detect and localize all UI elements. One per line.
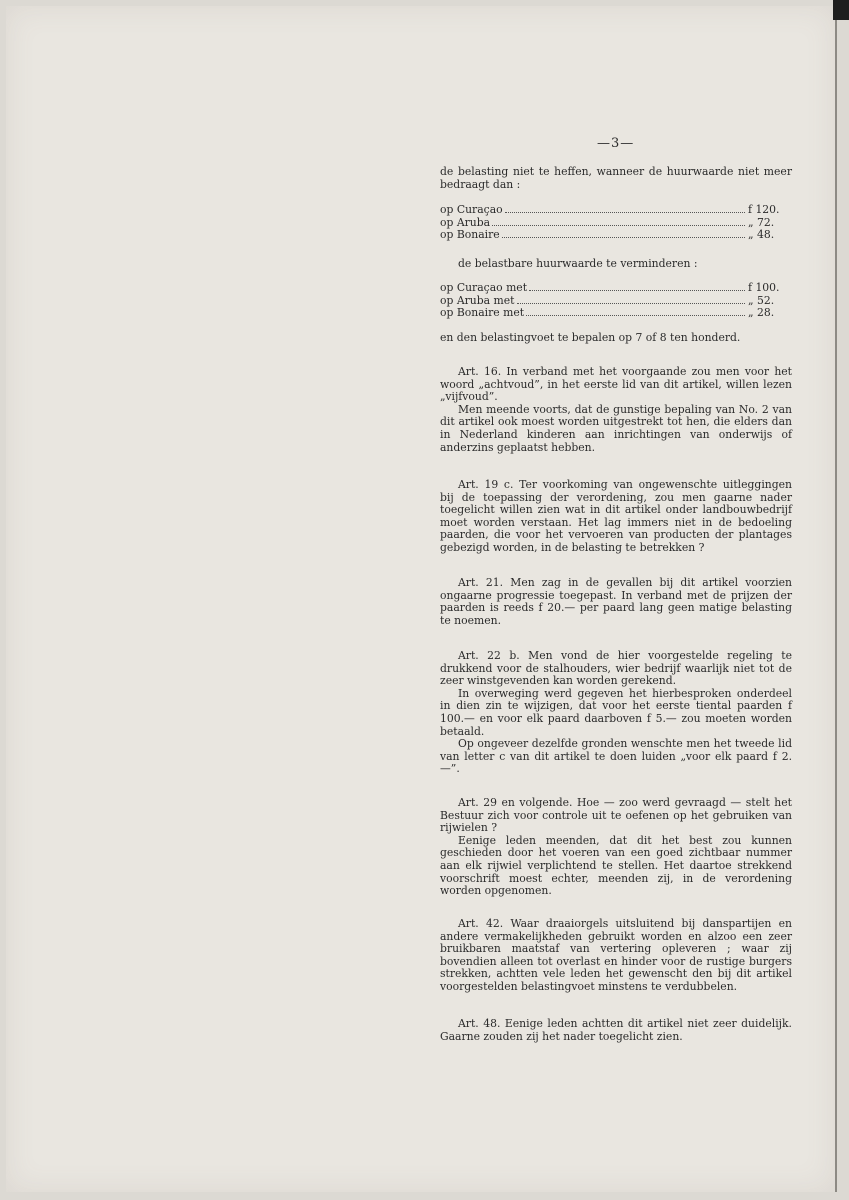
reduce-paragraph [440, 258, 792, 271]
dot-leader [529, 290, 745, 291]
article-21 [440, 577, 792, 627]
dot-leader [526, 315, 745, 316]
table-row [440, 204, 782, 217]
row-label: op Curaçao met [440, 281, 528, 294]
intro-text: de belasting niet te heffen, wanneer de huurwaarde niet meer bedraagt dan : [440, 165, 792, 191]
row-value: „ 48. [748, 228, 775, 242]
article-19 [440, 479, 792, 555]
article-22-p3: Op ongeveer dezelfde gronden wenschte men het tweede lid van letter c van dit artikel te doen luiden „voor elk paard f 2.—”. [440, 737, 792, 776]
dot-leader [492, 225, 745, 226]
reduce-text: de belastbare huurwaarde te verminderen : [458, 257, 698, 270]
article-48 [440, 1018, 792, 1043]
rate-text: en den belastingvoet te bepalen op 7 of 8 ten honderd. [440, 331, 741, 344]
rent-reduction-table [440, 282, 792, 320]
intro-paragraph [440, 166, 792, 191]
article-16-p1: Art. 16. In verband met het voorgaande zou men voor het woord „achtvoud”, in het eerste lid van dit artikel, willen lezen „vijfvoud”. [440, 365, 792, 404]
row-value: f 100. [748, 281, 780, 294]
article-29-p2: Eenige leden meenden, dat dit het best zou kunnen geschieden door het voeren van een goed zichtbaar nummer aan elk rijwiel verplichtend te stellen. Het daartoe strekkend voorschrift moest echter, meenden zij, in de verordening worden opgenomen. [440, 833, 792, 898]
row-value: f 120. [748, 203, 780, 216]
scan-corner-mark [833, 0, 849, 20]
article-42 [440, 918, 792, 994]
table-row [440, 229, 782, 242]
table-row [440, 282, 782, 295]
row-value: „ 52. [748, 293, 775, 307]
article-22-p2: In overweging werd gegeven het hierbesproken onderdeel in dien zin te wijzigen, dat voor het eerste tiental paarden f 100.— en voor elk paard daarboven f 5.— zou moeten worden betaald. [440, 686, 792, 738]
table-row [440, 307, 782, 320]
article-22-p1: Art. 22 b. Men vond de hier voorgestelde regeling te drukkend voor de stalhouders, wier bedrijf waarlijk niet tot de zeer winstgevenden kan worden gerekend. [440, 649, 792, 688]
article-29 [440, 797, 792, 898]
row-value: „ 72. [748, 215, 775, 229]
dot-leader [505, 212, 745, 213]
row-label: op Bonaire [440, 228, 500, 242]
row-label: op Curaçao [440, 203, 503, 216]
row-label: op Aruba met [440, 293, 515, 307]
article-22 [440, 650, 792, 776]
page-number: —3— [597, 136, 635, 151]
article-42-text: Art. 42. Waar draaiorgels uitsluitend bij danspartijen en andere vermakelijkheden gebruikt worden en alzoo een zeer bruikbaren maatstaf van vertering opleveren ; waar zij bovendien alleen tot overlast en hinder voor de rustige burgers strekken, achtten vele leden het gewenscht den bij dit artikel voorgestelden belastingvoet minstens te verdubbelen. [440, 917, 792, 993]
article-19-text: Art. 19 c. Ter voorkoming van ongewenschte uitleggingen bij de toepassing der verordening, zou men gaarne nader toegelicht willen zien wat in dit artikel onder landbouwbedrijf moet worden verstaan. Het lag immers niet in de bedoeling paarden, die voor het vervoeren van producten der plantages gebezigd worden, in de belasting te betrekken ? [440, 478, 792, 554]
row-label: op Aruba [440, 215, 491, 229]
article-48-text: Art. 48. Eenige leden achtten dit artikel niet zeer duidelijk. Gaarne zouden zij het nader toegelicht zien. [440, 1017, 792, 1043]
dot-leader [517, 303, 745, 304]
rent-threshold-table [440, 204, 792, 242]
row-label: op Bonaire met [440, 306, 525, 320]
dot-leader [502, 237, 745, 238]
article-16-p2: Men meende voorts, dat de gunstige bepaling van No. 2 van dit artikel ook moest worden uitgestrekt tot hen, die elders dan in Nederland kinderen aan inrichtingen van onderwijs of anderzins geplaatst hebben. [440, 402, 792, 454]
article-16 [440, 366, 792, 454]
article-29-p1: Art. 29 en volgende. Hoe — zoo werd gevraagd — stelt het Bestuur zich voor controle uit te oefenen op het gebruiken van rijwielen ? [440, 796, 792, 835]
article-21-text: Art. 21. Men zag in de gevallen bij dit artikel voorzien ongaarne progressie toegepast. In verband met de prijzen der paarden is reeds f 20.— per paard lang geen matige belasting te noemen. [440, 576, 792, 627]
rate-paragraph [440, 332, 792, 345]
row-value: „ 28. [748, 306, 775, 320]
